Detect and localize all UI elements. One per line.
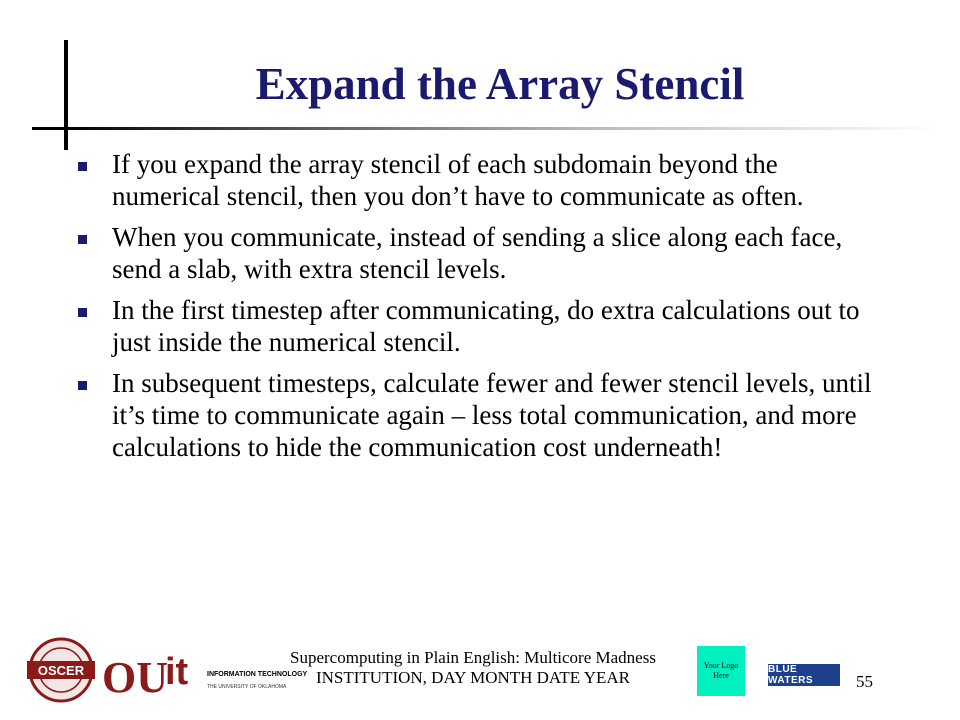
bullet-item: [78, 367, 878, 463]
slide-title: Expand the Array Stencil: [255, 59, 745, 109]
bullet-marker-icon: [78, 162, 87, 171]
logo-placeholder: Your Logo Here: [697, 646, 745, 696]
ou-logo-icon: [102, 646, 168, 702]
it-logo-icon: [163, 646, 308, 696]
blue-waters-logo: BLUE WATERS: [768, 664, 840, 686]
bullet-text: In subsequent timesteps, calculate fewer and fewer stencil levels, until it’s time to communicate again – less total communication, and more calculations to hide the communication cost underneath!: [112, 368, 872, 462]
bullet-item: [78, 148, 878, 212]
bullet-marker-icon: [78, 308, 87, 317]
bullet-item: [78, 221, 878, 285]
decorative-cross-stub: [32, 127, 68, 130]
oscer-logo-text: OSCER: [37, 663, 85, 678]
page-number: 55: [856, 672, 873, 691]
oscer-logo-icon: [15, 636, 107, 704]
it-logo-text: it: [165, 651, 189, 693]
bullet-text: If you expand the array stencil of each subdomain beyond the numerical stencil, then you don’t have to communicate as often.: [112, 149, 804, 211]
bullet-marker-icon: [78, 381, 87, 390]
bullet-item: [78, 294, 878, 358]
bullet-text: When you communicate, instead of sending a slice along each face, send a slab, with extra stencil levels.: [112, 222, 843, 284]
footer-institution: INSTITUTION, DAY MONTH DATE YEAR: [315, 668, 630, 687]
footer-text: [268, 648, 678, 688]
bullet-list: [78, 148, 878, 472]
ou-logo-text: OU: [102, 653, 168, 702]
it-logo-caption: INFORMATION TECHNOLOGY: [207, 671, 308, 678]
decorative-horizontal-line: [68, 127, 942, 130]
footer-course-title: Supercomputing in Plain English: Multicore Madness: [290, 648, 656, 667]
bullet-marker-icon: [78, 235, 87, 244]
bullet-text: In the first timestep after communicating, do extra calculations out to just inside the numerical stencil.: [112, 295, 860, 357]
it-logo-subcaption: THE UNIVERSITY OF OKLAHOMA: [207, 684, 287, 690]
